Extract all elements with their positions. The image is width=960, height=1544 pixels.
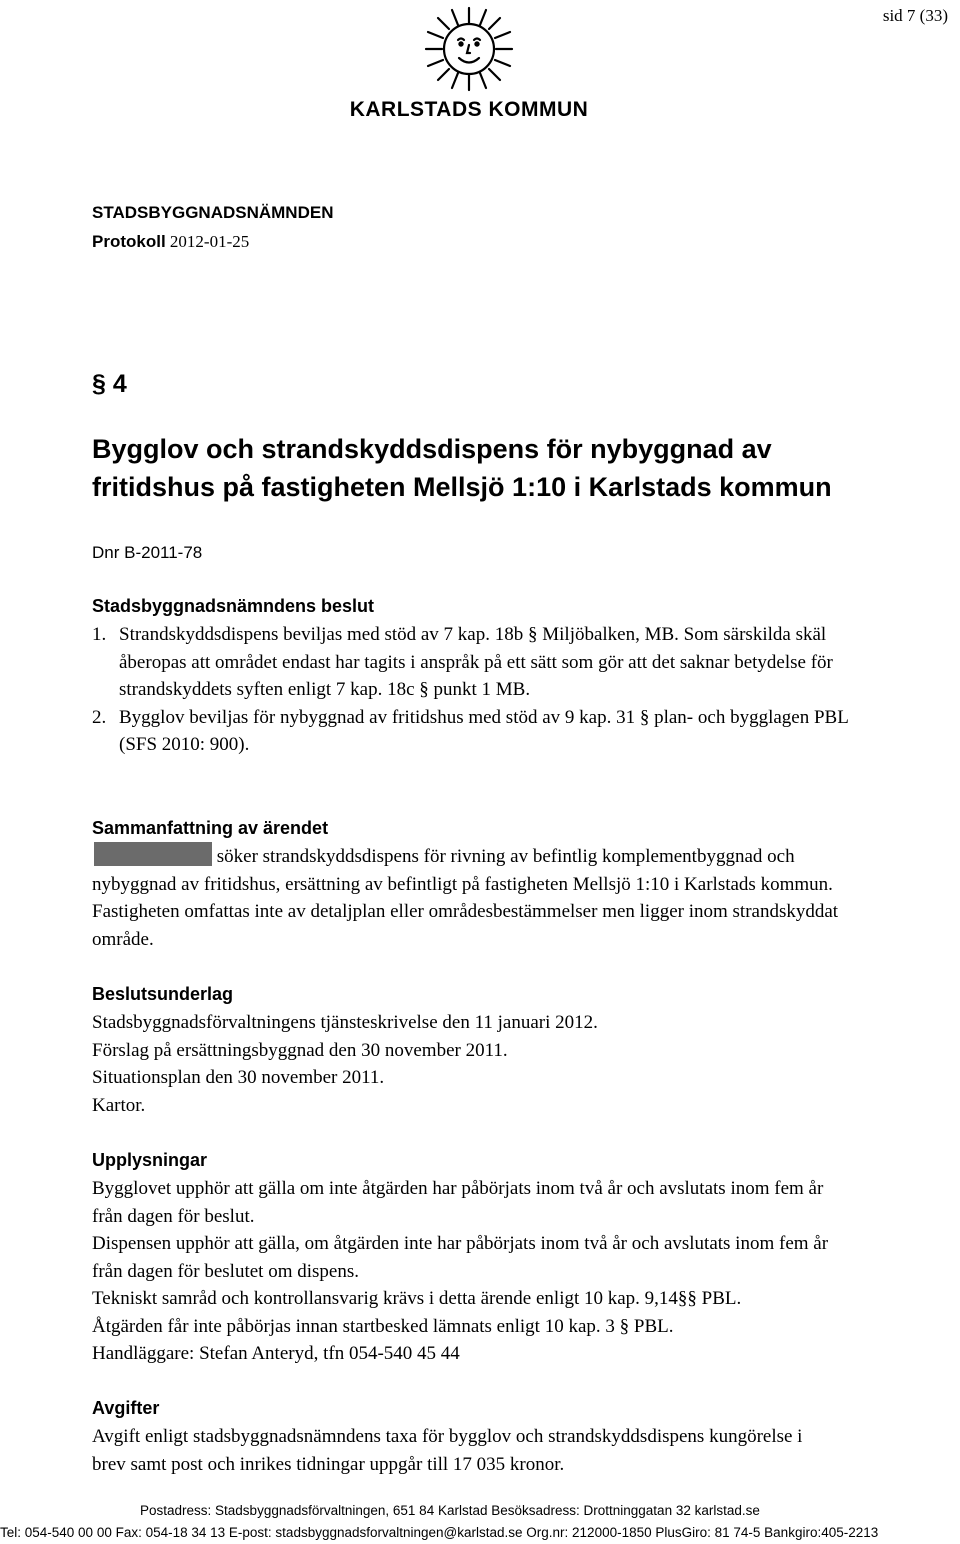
list-item-number: 2.: [92, 706, 107, 728]
list-item-text: Bygglov beviljas för nybyggnad av fritidshus med stöd av 9 kap. 31 § plan- och bygglagen PBL (SFS 2010: 900).: [119, 706, 849, 755]
protocol-line: [92, 232, 249, 252]
basis-line: Situationsplan den 30 november 2011.: [92, 1067, 385, 1088]
footer-contact: Tel: 054-540 00 00 Fax: 054-18 34 13 E-post: stadsbyggnadsforvaltningen@karlstad.se Org.nr: 212000-1850 PlusGiro: 81 74-5 Bankgiro:405-2213: [0, 1525, 879, 1540]
info-heading: Upplysningar: [92, 1150, 208, 1170]
section-number: § 4: [92, 370, 127, 398]
page-number: sid 7 (33): [882, 6, 948, 25]
info-line: Handläggare: Stefan Anteryd, tfn 054-540 45 44: [92, 1343, 460, 1364]
case-number: Dnr B-2011-78: [92, 543, 203, 562]
decision-heading: Stadsbyggnadsnämndens beslut: [92, 596, 375, 616]
basis-line: Stadsbyggnadsförvaltningens tjänsteskrivelse den 11 januari 2012.: [92, 1012, 598, 1033]
basis-line: Kartor.: [92, 1094, 146, 1116]
committee-name: STADSBYGGNADSNÄMNDEN: [92, 203, 334, 222]
list-item-number: 1.: [92, 624, 107, 645]
redacted-name: [94, 842, 212, 866]
basis-line: Förslag på ersättningsbyggnad den 30 november 2011.: [92, 1039, 508, 1061]
page-title: Bygglov och strandskyddsdispens för nybyggnad av fritidshus på fastigheten Mellsjö 1:10 i Karlstads kommun: [92, 434, 832, 502]
protocol-date: 2012-01-25: [169, 232, 250, 251]
fees-text: Avgift enligt stadsbyggnadsnämndens taxa för bygglov och strandskyddsdispens kungörelse i brev samt post och inrikes tidningar uppgår till 17 035 kronor.: [92, 1426, 803, 1475]
sun-logo-icon: [420, 6, 518, 92]
info-list: [92, 1175, 852, 1368]
fees-heading: Avgifter: [92, 1398, 160, 1418]
summary-body: söker strandskyddsdispens för rivning av befintlig komplementbyggnad och nybyggnad av fritidshus, ersättning av befintligt på fastigheten Mellsjö 1:10 i Karlstads kommun. Fastigheten omfattas inte av detaljplan eller områdesbestämmelser men ligger inom strandskyddat område.: [92, 846, 839, 950]
list-item: [92, 704, 852, 759]
logo-text: KARLSTADS KOMMUN: [349, 98, 589, 121]
basis-heading: Beslutsunderlag: [92, 984, 234, 1004]
list-item-text: Strandskyddsdispens beviljas med stöd av 7 kap. 18b § Miljöbalken, MB. Som särskilda skäl åberopas att området endast har tagits i anspråk på ett sätt som gör att det saknar betydelse för strandskyddets syften enligt 7 kap. 18c § punkt 1 MB.: [119, 624, 833, 700]
info-line: Bygglovet upphör att gälla om inte åtgärden har påbörjats inom två år och avslutats inom fem år från dagen för beslut.: [92, 1178, 824, 1227]
info-line: Tekniskt samråd och kontrollansvarig krävs i detta ärende enligt 10 kap. 9,14§§ PBL.: [92, 1288, 742, 1309]
list-item: [92, 621, 852, 704]
footer-address: Postadress: Stadsbyggnadsförvaltningen, 651 84 Karlstad Besöksadress: Drottninggatan 32 karlstad.se: [140, 1503, 760, 1518]
decision-list: [92, 621, 852, 759]
summary-heading: Sammanfattning av ärendet: [92, 818, 329, 838]
karlstads-kommun-logo: [348, 6, 590, 121]
info-line: Dispensen upphör att gälla, om åtgärden inte har påbörjats inom två år och avslutats inom fem år från dagen för beslutet om dispens.: [92, 1233, 829, 1282]
summary-text: [92, 842, 852, 953]
info-line: Åtgärden får inte påbörjas innan startbesked lämnats enligt 10 kap. 3 § PBL.: [92, 1315, 674, 1337]
basis-list: [92, 1009, 872, 1119]
protocol-label: Protokoll: [92, 232, 166, 251]
